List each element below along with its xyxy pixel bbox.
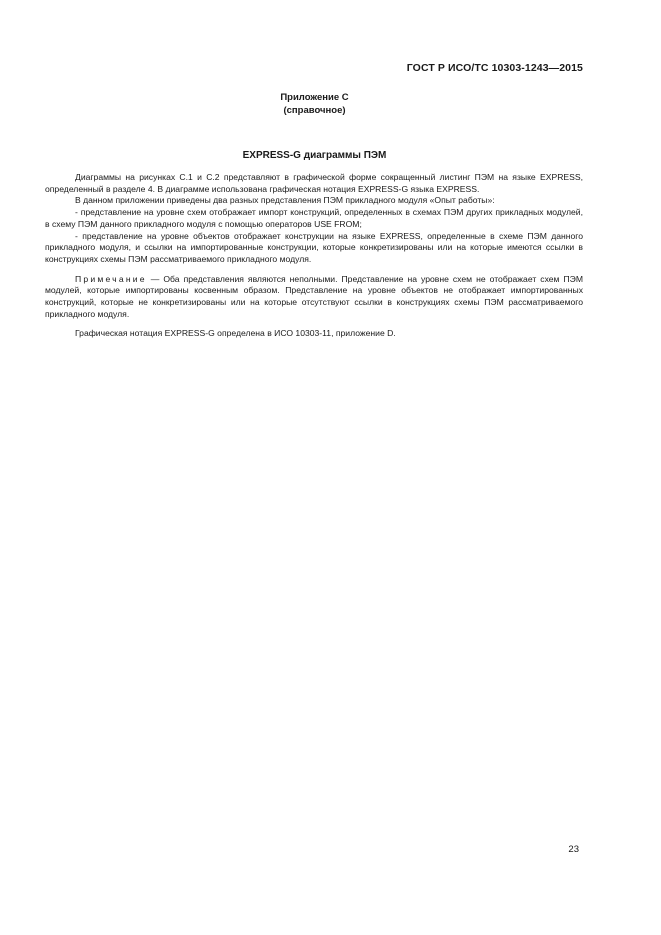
section-title: EXPRESS-G диаграммы ПЭМ [242, 150, 387, 161]
paragraph-notation-reference: Графическая нотация EXPRESS-G определена в ИСО 10303-11, приложение D. [75, 328, 396, 339]
annex-heading [0, 92, 629, 117]
annex-title: Приложение С [280, 92, 349, 103]
note-paragraph [45, 274, 583, 321]
paragraph-intro: Диаграммы на рисунках С.1 и С.2 представляют в графической форме сокращенный листинг ПЭМ на языке EXPRESS, определенный в разделе 4. В диаграмме использована графическая нотация EXPRESS-G языка EXPRESS. [45, 172, 583, 194]
page-number: 23 [568, 844, 579, 855]
body-text [45, 172, 583, 340]
paragraph-representations: В данном приложении приведены два разных представления ПЭМ прикладного модуля «Опыт работы»: [75, 195, 495, 206]
annex-subtitle: (справочное) [283, 104, 346, 116]
list-item-entity-level: - представление на уровне объектов отображает конструкции на языке EXPRESS, определенные в схеме ПЭМ данного прикладного модуля, и ссылки на импортированные конструкции, которые конкретизированы или на которые имеются ссылки в конструкциях схемы ПЭМ рассматриваемого прикладного модуля. [45, 230, 583, 264]
note-text: — Оба представления являются неполными. Представление на уровне схем не отображает схем ПЭМ модулей, которые импортированы косвенным образом. Представление на уровне объектов не отображает импортированных конструкций, которые не конкретизированы или на которые отсутствуют ссылки в конструкциях схемы ПЭМ рассматриваемого прикладного модуля. [45, 273, 583, 319]
standard-code-header: ГОСТ Р ИСО/ТС 10303-1243—2015 [406, 62, 583, 74]
list-item-schema-level: - представление на уровне схем отображает импорт конструкций, определенных в схемах ПЭМ других прикладных модулей, в схему ПЭМ данного прикладного модуля с помощью операторов USE FROM; [45, 207, 583, 229]
note-label: Примечание [75, 273, 147, 284]
